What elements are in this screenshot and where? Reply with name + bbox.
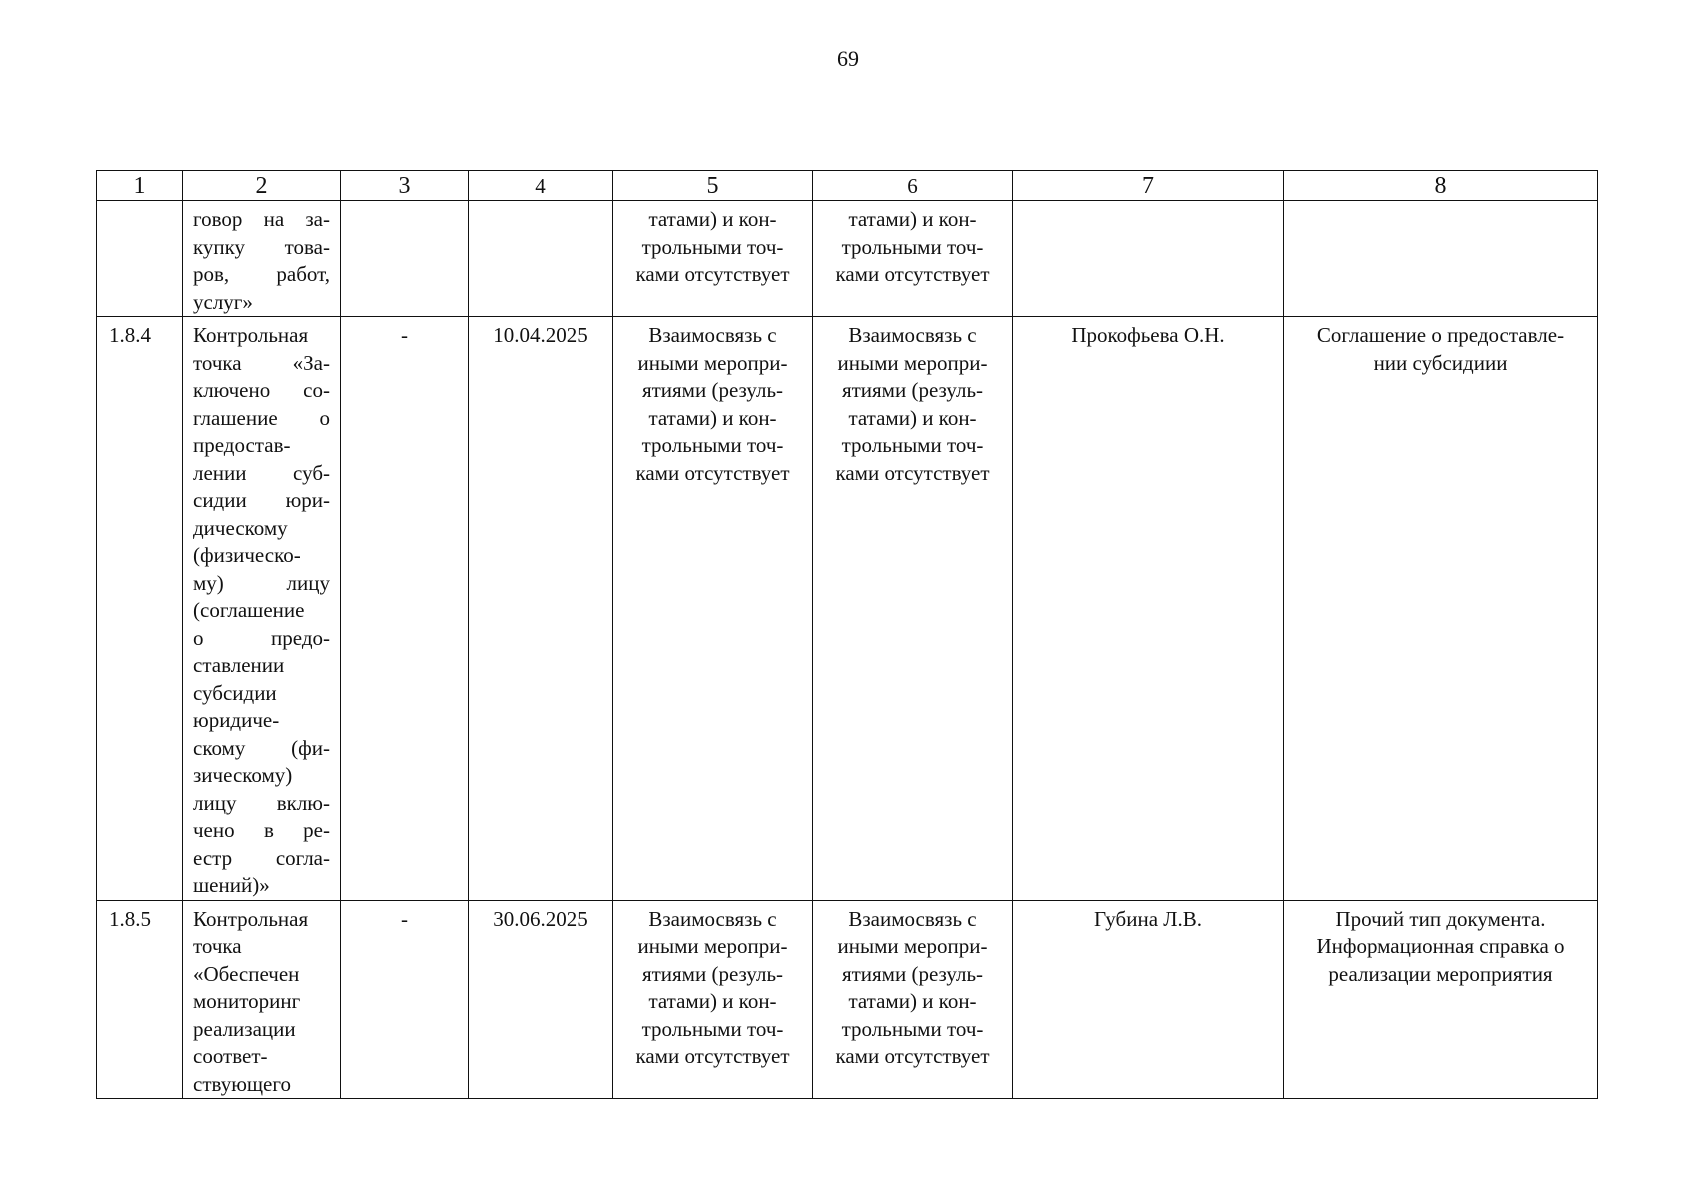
cell-text-line: иными меропри- bbox=[637, 350, 788, 375]
cell-text-line: иными меропри- bbox=[837, 934, 988, 958]
cell-text-line: зическому) bbox=[193, 763, 293, 787]
date-cell: 10.04.2025 bbox=[469, 317, 613, 901]
cell-text-line: чено в ре- bbox=[193, 818, 330, 842]
cell-text-line: татами) и кон- bbox=[848, 989, 977, 1013]
column-header: 4 bbox=[469, 171, 613, 201]
cell-text-line: татами) и кон- bbox=[648, 207, 777, 231]
cell-text-line: Взаимосвязь с bbox=[848, 323, 977, 347]
cell-text-line: глашение о bbox=[193, 405, 330, 430]
cell-text-line: му) лицу bbox=[193, 570, 330, 595]
cell-text-line: говор на за- bbox=[193, 207, 330, 231]
cell-text-line: лицу вклю- bbox=[193, 790, 330, 815]
relation-cell bbox=[813, 900, 1013, 1099]
cell-text-line: ключено со- bbox=[193, 378, 330, 402]
column-header: 1 bbox=[97, 171, 183, 201]
cell-text-line: ствующего bbox=[193, 1071, 291, 1096]
plan-table bbox=[96, 170, 1598, 1099]
cell-text-line: татами) и кон- bbox=[848, 405, 977, 430]
cell-text-line: (соглашение bbox=[193, 598, 305, 622]
column-header: 7 bbox=[1013, 171, 1284, 201]
cell-text-line: мониторинг bbox=[193, 989, 301, 1013]
document-cell bbox=[1284, 201, 1598, 317]
cell-text-line: ками отсутствует bbox=[835, 1044, 990, 1068]
cell-text-line: иными меропри- bbox=[637, 934, 788, 958]
cell-text-line: сидии юри- bbox=[193, 488, 330, 512]
column-header: 3 bbox=[341, 171, 469, 201]
cell-text-line: татами) и кон- bbox=[648, 989, 777, 1013]
cell-text-line: услуг» bbox=[193, 289, 253, 314]
page-number: 69 bbox=[837, 46, 859, 71]
cell-text-line: точка «За- bbox=[193, 350, 330, 375]
responsible-cell: Губина Л.В. bbox=[1013, 900, 1284, 1099]
row-number-cell: 1.8.5 bbox=[97, 900, 183, 1099]
cell-text-line: Информационная справка о bbox=[1316, 934, 1565, 958]
cell-text-line: татами) и кон- bbox=[848, 207, 977, 231]
cell-text-line: трольными точ- bbox=[641, 234, 784, 259]
row-number-cell bbox=[97, 201, 183, 317]
col3-cell: - bbox=[341, 317, 469, 901]
relation-cell bbox=[613, 900, 813, 1099]
cell-text-line: ятиями (резуль- bbox=[841, 961, 984, 986]
cell-text-line: трольными точ- bbox=[641, 1016, 784, 1041]
cell-text-line: шений)» bbox=[193, 873, 270, 897]
document-cell bbox=[1284, 317, 1598, 901]
cell-text-line: лении суб- bbox=[193, 460, 330, 485]
cell-text-line: субсидии bbox=[193, 680, 277, 705]
cell-text-line: трольными точ- bbox=[841, 1016, 984, 1041]
cell-text-line: о предо- bbox=[193, 625, 330, 650]
column-header: 5 bbox=[613, 171, 813, 201]
event-name-cell bbox=[183, 317, 341, 901]
cell-text-line: нии субсидиии bbox=[1373, 350, 1508, 375]
cell-text-line: юридиче- bbox=[193, 708, 280, 732]
cell-text-line: соответ- bbox=[193, 1044, 268, 1068]
row-number-cell: 1.8.4 bbox=[97, 317, 183, 901]
relation-cell bbox=[613, 201, 813, 317]
column-header: 2 bbox=[183, 171, 341, 201]
responsible-cell bbox=[1013, 201, 1284, 317]
cell-text-line: (физическо- bbox=[193, 543, 301, 567]
cell-text-line: Взаимосвязь с bbox=[848, 906, 977, 931]
cell-text-line: ятиями (резуль- bbox=[641, 961, 784, 986]
cell-text-line: Взаимосвязь с bbox=[648, 323, 777, 347]
table-row bbox=[97, 900, 1598, 1099]
cell-text-line: «Обеспечен bbox=[193, 961, 300, 986]
cell-text-line: Взаимосвязь с bbox=[648, 906, 777, 931]
cell-text-line: точка bbox=[193, 934, 242, 958]
cell-text-line: Контрольная bbox=[193, 906, 309, 931]
relation-cell bbox=[813, 317, 1013, 901]
cell-text-line: купку това- bbox=[193, 234, 330, 259]
col3-cell: - bbox=[341, 900, 469, 1099]
cell-text-line: Контрольная bbox=[193, 323, 309, 347]
cell-text-line: ками отсутствует bbox=[835, 262, 990, 286]
relation-cell bbox=[813, 201, 1013, 317]
cell-text-line: трольными точ- bbox=[841, 234, 984, 259]
table-row bbox=[97, 317, 1598, 901]
cell-text-line: ками отсутствует bbox=[635, 1044, 790, 1068]
date-cell: 30.06.2025 bbox=[469, 900, 613, 1099]
cell-text-line: татами) и кон- bbox=[648, 405, 777, 430]
cell-text-line: реализации мероприятия bbox=[1328, 961, 1553, 986]
date-cell bbox=[469, 201, 613, 317]
column-header: 6 bbox=[813, 171, 1013, 201]
cell-text-line: ров, работ, bbox=[193, 262, 330, 286]
cell-text-line: ками отсутствует bbox=[635, 460, 790, 485]
event-name-cell bbox=[183, 201, 341, 317]
cell-text-line: предостав- bbox=[193, 433, 291, 457]
event-name-cell bbox=[183, 900, 341, 1099]
cell-text-line: Соглашение о предоставле- bbox=[1316, 323, 1565, 347]
cell-text-line: ятиями (резуль- bbox=[841, 378, 984, 402]
cell-text-line: трольными точ- bbox=[841, 433, 984, 457]
cell-text-line: скому (фи- bbox=[193, 735, 330, 760]
relation-cell bbox=[613, 317, 813, 901]
cell-text-line: реализации bbox=[193, 1016, 296, 1041]
column-header: 8 bbox=[1284, 171, 1598, 201]
col3-cell bbox=[341, 201, 469, 317]
table-row bbox=[97, 201, 1598, 317]
cell-text-line: ятиями (резуль- bbox=[641, 378, 784, 402]
cell-text-line: естр согла- bbox=[193, 845, 330, 870]
cell-text-line: ками отсутствует bbox=[635, 262, 790, 286]
cell-text-line: Прочий тип документа. bbox=[1335, 906, 1546, 931]
cell-text-line: иными меропри- bbox=[837, 350, 988, 375]
table-header-row bbox=[97, 171, 1598, 201]
cell-text-line: ками отсутствует bbox=[835, 460, 990, 485]
cell-text-line: ставлении bbox=[193, 653, 285, 677]
cell-text-line: трольными точ- bbox=[641, 433, 784, 457]
responsible-cell: Прокофьева О.Н. bbox=[1013, 317, 1284, 901]
cell-text-line: дическому bbox=[193, 515, 288, 540]
document-cell bbox=[1284, 900, 1598, 1099]
